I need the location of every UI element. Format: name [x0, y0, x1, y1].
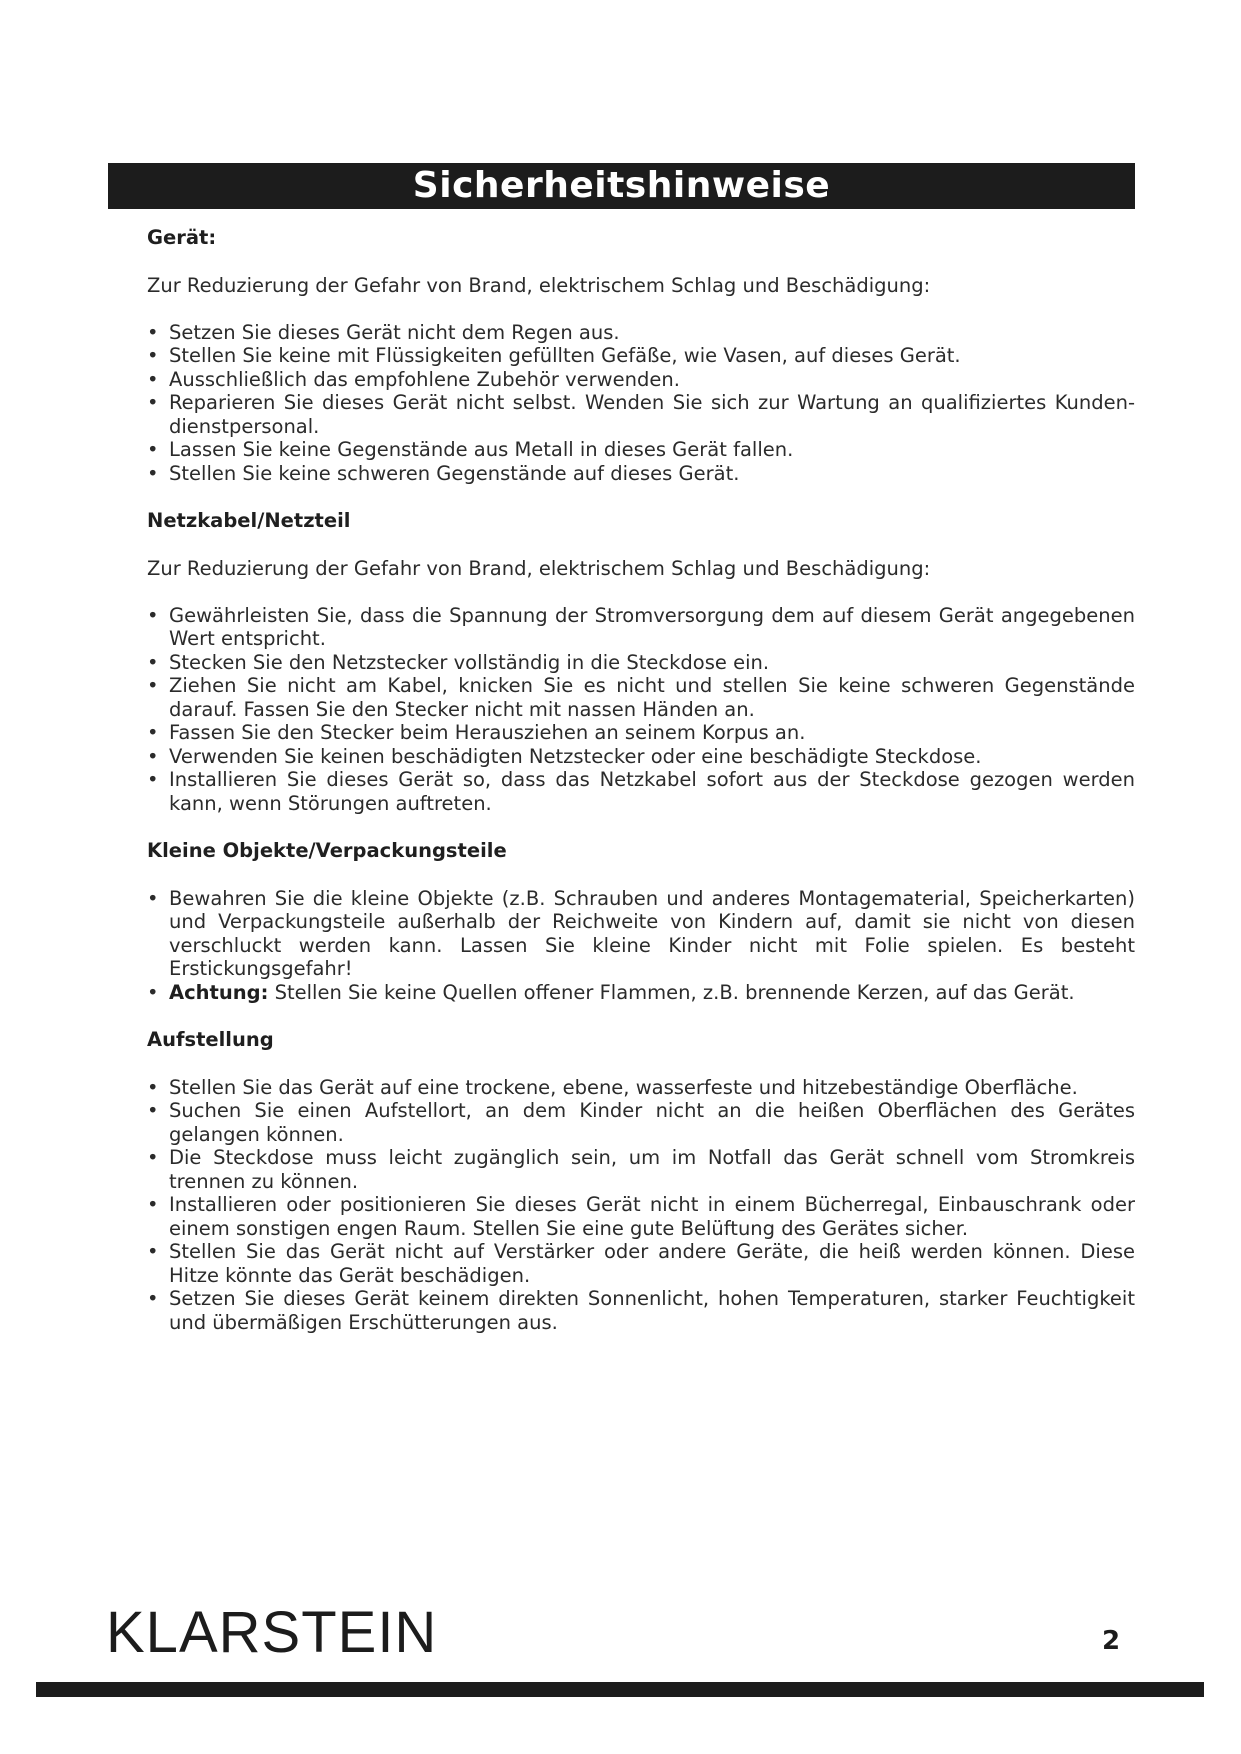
warning-label: Achtung: — [169, 980, 269, 1004]
list-item — [147, 981, 1135, 1005]
bullet-list-kleine-objekte — [147, 887, 1135, 1005]
title-bar — [108, 163, 1135, 209]
page-title: Sicherheitshinweise — [412, 165, 831, 206]
list-item: • Stellen Sie keine schweren Gegenstände auf dieses Gerät. — [147, 462, 1135, 486]
section-heading-kleine-objekte: Kleine Objekte/Verpackungsteile — [147, 839, 507, 862]
list-item: • Die Steckdose muss leicht zugänglich sein, um im Notfall das Gerät schnell vom Stromkreis trennen zu können. — [147, 1146, 1135, 1193]
section-heading-netzkabel: Netzkabel/Netzteil — [147, 509, 351, 532]
list-item: • Suchen Sie einen Aufstellort, an dem Kinder nicht an die heißen Oberflächen des Gerätes gelangen können. — [147, 1099, 1135, 1146]
list-item: • Ausschließlich das empfohlene Zubehör verwenden. — [147, 368, 1135, 392]
list-item: • Ziehen Sie nicht am Kabel, knicken Sie es nicht und stellen Sie keine schweren Gegenstände darauf. Fassen Sie den Stecker nicht mit nassen Händen an. — [147, 674, 1135, 721]
list-item: • Bewahren Sie die kleine Objekte (z.B. Schrauben und anderes Montagematerial, Speicherkarten) und Verpackungsteile außerhalb der Reichweite von Kindern auf, damit sie nicht von diesen verschluckt werden kann. Lassen Sie kleine Kinder nicht mit Folie spielen. Es besteht Erstickungsgefahr! — [147, 887, 1135, 981]
content — [147, 226, 1135, 1358]
list-item: • Setzen Sie dieses Gerät keinem direkten Sonnenlicht, hohen Temperaturen, starker Feuchtigkeit und übermäßigen Erschütterungen aus. — [147, 1287, 1135, 1334]
bullet-list-netzkabel — [147, 604, 1135, 816]
list-item: • Verwenden Sie keinen beschädigten Netzstecker oder eine beschädigte Steckdose. — [147, 745, 1135, 769]
section-heading-aufstellung: Aufstellung — [147, 1028, 274, 1051]
footer-divider — [36, 1682, 1204, 1697]
list-item: • Stellen Sie das Gerät auf eine trockene, ebene, wasserfeste und hitzebeständige Oberfläche. — [147, 1076, 1135, 1100]
list-item: • Stellen Sie das Gerät nicht auf Verstärker oder andere Geräte, die heiß werden können. Diese Hitze könnte das Gerät beschädigen. — [147, 1240, 1135, 1287]
brand-logo: KLARSTEIN — [106, 1600, 438, 1665]
bullet-list-geraet — [147, 321, 1135, 486]
warning-text: Stellen Sie keine Quellen offener Flammen, z.B. brennende Kerzen, auf das Gerät. — [274, 980, 1075, 1004]
section-intro-geraet: Zur Reduzierung der Gefahr von Brand, elektrischem Schlag und Beschädigung: — [147, 273, 931, 297]
list-item: • Fassen Sie den Stecker beim Herausziehen an seinem Korpus an. — [147, 721, 1135, 745]
bullet-list-aufstellung — [147, 1076, 1135, 1335]
list-item: • Lassen Sie keine Gegenstände aus Metall in dieses Gerät fallen. — [147, 438, 1135, 462]
list-item: • Installieren oder positionieren Sie dieses Gerät nicht in einem Bücherregal, Einbauschrank oder einem sonstigen engen Raum. Stellen Sie eine gute Belüftung des Gerätes sicher. — [147, 1193, 1135, 1240]
list-item: • Gewährleisten Sie, dass die Spannung der Stromversorgung dem auf diesem Gerät angegebenen Wert entspricht. — [147, 604, 1135, 651]
page-number: 2 — [1102, 1626, 1121, 1656]
section-heading-geraet: Gerät: — [147, 226, 217, 249]
list-item: • Installieren Sie dieses Gerät so, dass das Netzkabel sofort aus der Steckdose gezogen werden kann, wenn Störungen auftreten. — [147, 768, 1135, 815]
list-item: • Stellen Sie keine mit Flüssigkeiten gefüllten Gefäße, wie Vasen, auf dieses Gerät. — [147, 344, 1135, 368]
list-item: • Reparieren Sie dieses Gerät nicht selbst. Wenden Sie sich zur Wartung an qualifiziertes Kunden-dienstpersonal. — [147, 391, 1135, 438]
list-item: • Setzen Sie dieses Gerät nicht dem Regen aus. — [147, 321, 1135, 345]
section-intro-netzkabel: Zur Reduzierung der Gefahr von Brand, elektrischem Schlag und Beschädigung: — [147, 556, 931, 580]
list-item: • Stecken Sie den Netzstecker vollständig in die Steckdose ein. — [147, 651, 1135, 675]
